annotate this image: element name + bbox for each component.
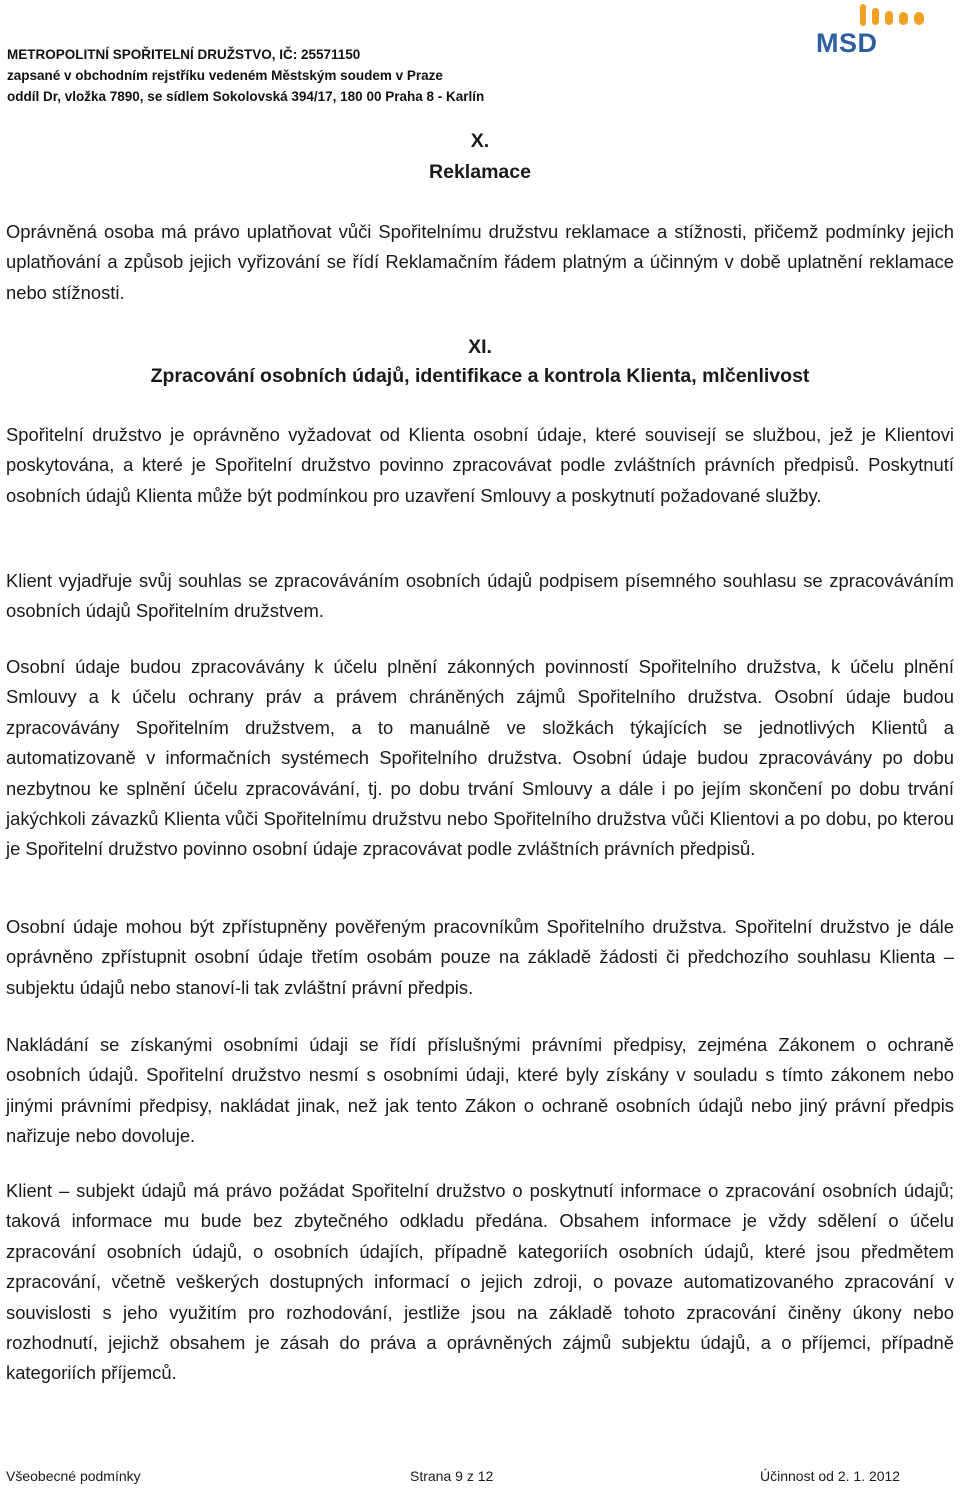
header-line-3: oddíl Dr, vložka 7890, se sídlem Sokolovská 394/17, 180 00 Praha 8 - Karlín [7,89,485,104]
logo-text: MSD [816,28,878,58]
header-line-1: METROPOLITNÍ SPOŘITELNÍ DRUŽSTVO, IČ: 25571150 [7,47,361,62]
section-11-paragraph-1: Spořitelní družstvo je oprávněno vyžadovat od Klienta osobní údaje, které souvisejí se službou, jež je Klientovi poskytována, a které je Spořitelní družstvo povinno zpracovávat podle zvláštních právních předpisů. Poskytnutí osobních údajů Klienta může být podmínkou pro uzavření Smlouvy a poskytnutí požadované služby. [6,424,954,506]
footer-page-number: Strana 9 z 12 [410,1468,494,1484]
msd-logo [812,0,952,60]
logo-graphic-icon [812,0,952,30]
section-11-paragraph-6: Klient – subjekt údajů má právo požádat Spořitelní družstvo o poskytnutí informace o zpracování osobních údajů; taková informace mu bude bez zbytečného odkladu předána. Obsahem informace je vždy sdělení o účelu zpracování osobních údajů, o osobních údajích, případně kategoriích osobních údajů, které jsou předmětem zpracování, včetně veškerých dostupných informací o jejich zdroji, o povaze automatizovaného zpracování v souvislosti s jeho využitím pro rozhodování, jestliže jsou na základě tohoto zpracování činěny úkony nebo rozhodnutí, jejichž obsahem je zásah do práva a oprávněných zájmů subjektu údajů, a o příjemci, případně kategoriích příjemců. [6,1180,954,1384]
section-11-paragraph-5: Nakládání se získanými osobními údaji se řídí příslušnými právními předpisy, zejména Zákonem o ochraně osobních údajů. Spořitelní družstvo nesmí s osobními údaji, které byly získány v souladu s tímto zákonem nebo jinými právními předpisy, nakládat jinak, než jak tento Zákon o ochraně osobních údajů nebo jiný právní předpis nařizuje nebo dovoluje. [6,1034,954,1147]
footer-left: Všeobecné podmínky [6,1468,141,1484]
header-line-2: zapsané v obchodním rejstříku vedeném Městským soudem v Praze [7,68,443,83]
section-10-paragraph: Oprávněná osoba má právo uplatňovat vůči Spořitelnímu družstvu reklamace a stížnosti, přičemž podmínky jejich uplatňování a způsob jejich vyřizování se řídí Reklamačním řádem platným a účinným v době uplatnění reklamace nebo stížnosti. [6,221,954,303]
footer-effective-date: Účinnost od 2. 1. 2012 [760,1468,901,1484]
section-11-number: XI. [468,336,492,358]
company-header [7,44,484,107]
section-11-paragraph-3: Osobní údaje budou zpracovávány k účelu plnění zákonných povinností Spořitelního družstva, k účelu plnění Smlouvy a k účelu ochrany práv a právem chráněných zájmů Spořitelního družstva. Osobní údaje budou zpracovávány Spořitelním družstvem, a to manuálně ve složkách týkajících se jednotlivých Klientů a automatizovaně v informačních systémech Spořitelního družstva. Osobní údaje budou zpracovávány po dobu nezbytnou ke splnění účelu zpracovávání, tj. po dobu trvání Smlouvy a dále i po jejím skončení po dobu trvání jakýchkoli závazků Klienta vůči Spořitelnímu družstvu nebo Spořitelního družstva vůči Klientovi a po dobu, po kterou je Spořitelní družstvo povinno osobní údaje zpracovávat podle zvláštních právních předpisů. [6,656,954,860]
section-11-title: Zpracování osobních údajů, identifikace a kontrola Klienta, mlčenlivost [150,365,810,387]
section-10-title: Reklamace [429,161,531,183]
section-10-number: X. [470,130,490,152]
section-11-paragraph-2: Klient vyjadřuje svůj souhlas se zpracováváním osobních údajů podpisem písemného souhlasu se zpracováváním osobních údajů Spořitelním družstvem. [6,570,954,622]
section-11-paragraph-4: Osobní údaje mohou být zpřístupněny pověřeným pracovníkům Spořitelního družstva. Spořitelní družstvo je dále oprávněno zpřístupnit osobní údaje třetím osobám pouze na základě žádosti či předchozího souhlasu Klienta – subjektu údajů nebo stanoví-li tak zvláštní právní předpis. [6,916,954,998]
